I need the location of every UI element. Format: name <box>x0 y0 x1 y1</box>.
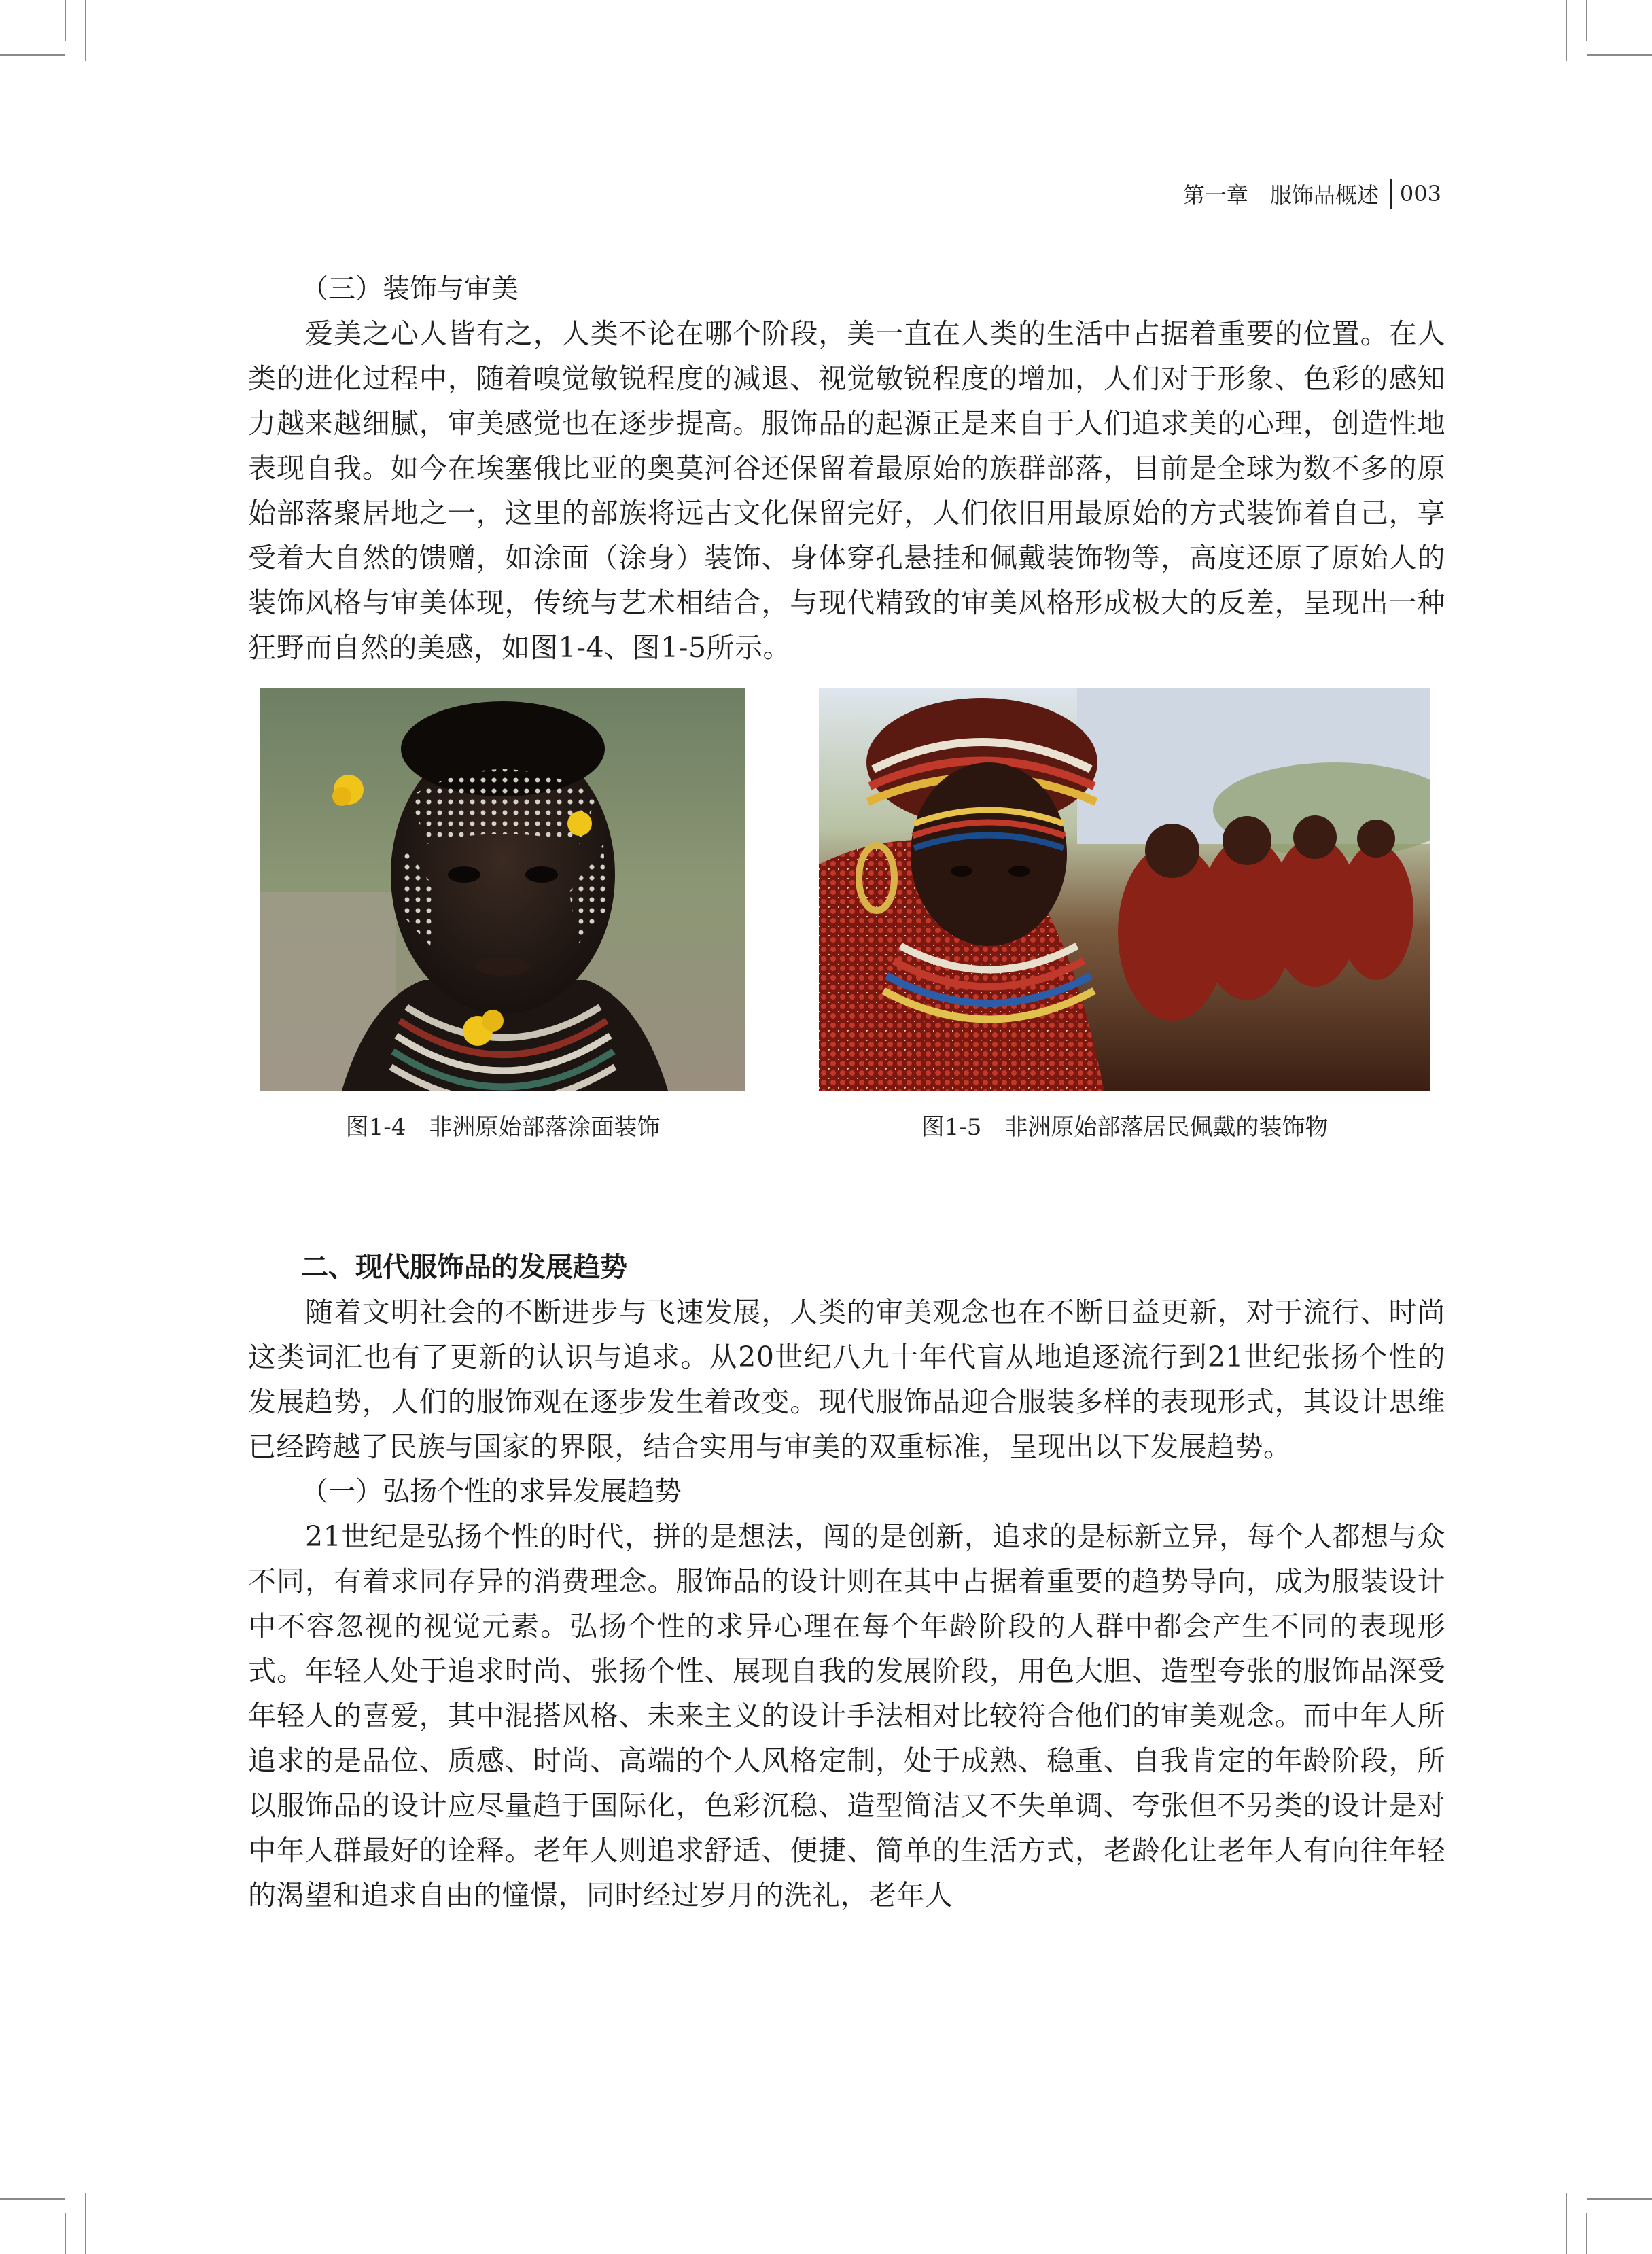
beaded-ornaments-photo-image <box>819 688 1430 1091</box>
crop-mark <box>0 54 65 56</box>
beaded-ornaments-photo <box>819 688 1430 1091</box>
crop-mark <box>85 2193 86 2254</box>
figure-1-5-caption: 图1-5 非洲原始部落居民佩戴的装饰物 <box>921 1114 1329 1141</box>
crop-mark <box>85 0 86 61</box>
crop-mark <box>1587 54 1652 56</box>
crop-mark <box>0 2198 65 2200</box>
crop-mark <box>1566 2193 1567 2254</box>
section-heading-individuality: （一）弘扬个性的求异发展趋势 <box>301 1476 682 1507</box>
header-divider <box>1390 179 1392 209</box>
section-heading-decoration-aesthetics: （三）装饰与审美 <box>301 273 519 304</box>
figure-1-5 <box>819 688 1430 1142</box>
paragraph-decoration-aesthetics: 爱美之心人皆有之，人类不论在哪个阶段，美一直在人类的生活中占据着重要的位置。在人类的进化过程中，随着嗅觉敏锐程度的减退、视觉敏锐程度的增加，人们对于形象、色彩的感知力越来越细腻，审美感觉也在逐步提高。服饰品的起源正是来自于人们追求美的心理，创造性地表现自我。如今在埃塞俄比亚的奥莫河谷还保留着最原始的族群部落，目前是全球为数不多的原始部落聚居地之一，这里的部族将远古文化保留完好，人们依旧用最原始的方式装饰着自己，享受着大自然的馈赠，如涂面（涂身）装饰、身体穿孔悬挂和佩戴装饰物等，高度还原了原始人的装饰风格与审美体现，传统与艺术相结合，与现代精致的审美风格形成极大的反差，呈现出一种狂野而自然的美感，如图1-4、图1-5所示。 <box>248 317 1445 664</box>
page-number: 003 <box>1399 181 1441 207</box>
figure-row <box>248 688 1445 1177</box>
running-head-title: 第一章 服饰品概述 <box>1182 182 1379 208</box>
section-heading-modern-trends: 二、现代服饰品的发展趋势 <box>301 1252 627 1283</box>
figure-1-4-caption: 图1-4 非洲原始部落涂面装饰 <box>345 1114 661 1141</box>
figure-1-4 <box>260 688 745 1142</box>
crop-mark <box>1586 2213 1587 2254</box>
page-content <box>248 266 1445 1918</box>
running-header <box>1183 178 1441 209</box>
crop-mark <box>65 0 66 41</box>
paragraph-individuality: 21世纪是弘扬个性的时代，拼的是想法，闯的是创新，追求的是标新立异，每个人都想与众不同，有着求同存异的消费理念。服饰品的设计则在其中占据着重要的趋势导向，成为服装设计中不容忽视的视觉元素。弘扬个性的求异心理在每个年龄阶段的人群中都会产生不同的表现形式。年轻人处于追求时尚、张扬个性、展现自我的发展阶段，用色大胆、造型夸张的服饰品深受年轻人的喜爱，其中混搭风格、未来主义的设计手法相对比较符合他们的审美观念。而中年人所追求的是品位、质感、时尚、高端的个人风格定制，处于成熟、稳重、自我肯定的年龄阶段，所以服饰品的设计应尽量趋于国际化，色彩沉稳、造型简洁又不失单调、夸张但不另类的设计是对中年人群最好的诠释。老年人则追求舒适、便捷、简单的生活方式，老龄化让老年人有向往年轻的渴望和追求自由的憧憬，同时经过岁月的洗礼，老年人 <box>248 1520 1445 1912</box>
section-spacer <box>248 1177 1445 1245</box>
face-paint-photo-image <box>260 688 745 1091</box>
crop-mark <box>1587 2198 1652 2200</box>
crop-mark <box>1586 0 1587 41</box>
crop-mark <box>1566 0 1567 61</box>
paragraph-modern-trends: 随着文明社会的不断进步与飞速发展，人类的审美观念也在不断日益更新，对于流行、时尚这类词汇也有了更新的认识与追求。从20世纪八九十年代盲从地追逐流行到21世纪张扬个性的发展趋势，人们的服饰观在逐步发生着改变。现代服饰品迎合服装多样的表现形式，其设计思维已经跨越了民族与国家的界限，结合实用与审美的双重标准，呈现出以下发展趋势。 <box>248 1296 1445 1463</box>
face-paint-photo <box>260 688 745 1091</box>
crop-mark <box>65 2213 66 2254</box>
